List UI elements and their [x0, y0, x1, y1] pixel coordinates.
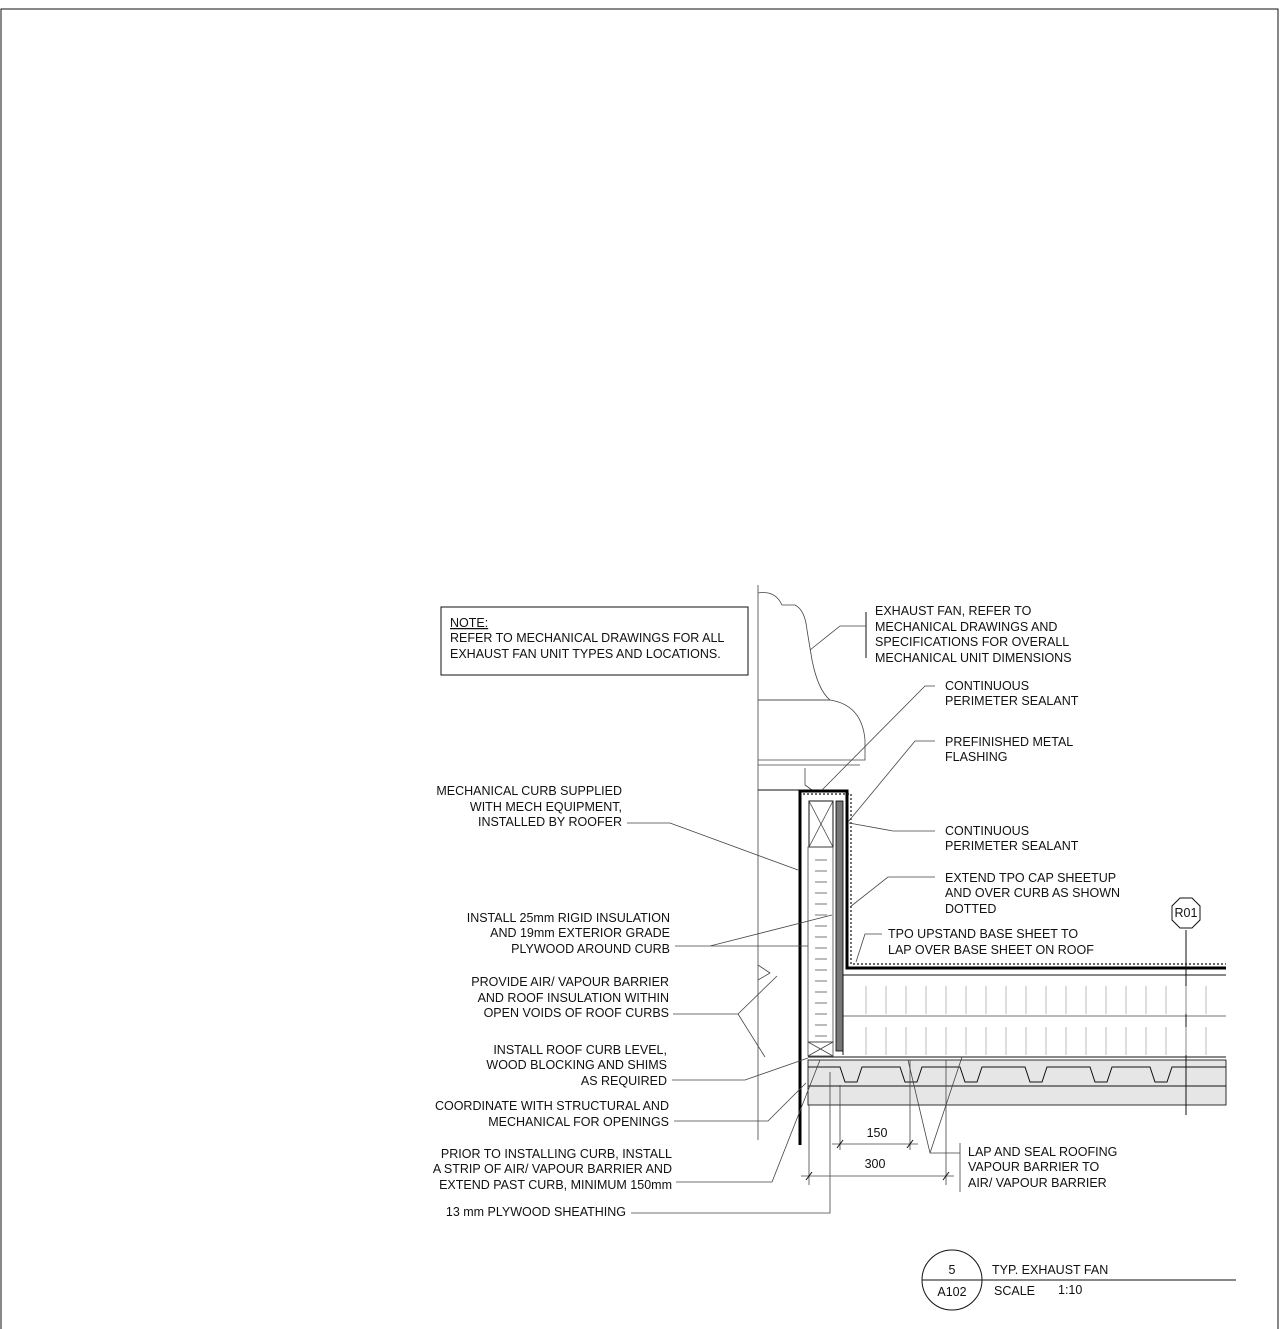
label-tpo-cap: DOTTED [945, 902, 997, 916]
label-insulation: INSTALL 25mm RIGID INSULATION [466, 911, 670, 925]
label-insulation: PLYWOOD AROUND CURB [511, 942, 670, 956]
label-strip: PRIOR TO INSTALLING CURB, INSTALL [440, 1147, 672, 1161]
roof-type-tag [1172, 898, 1200, 928]
label-insulation: AND 19mm EXTERIOR GRADE [490, 926, 670, 940]
label-exhaust-fan: SPECIFICATIONS FOR OVERALL [875, 635, 1070, 649]
label-curb: WITH MECH EQUIPMENT, [469, 800, 622, 814]
label-curb: MECHANICAL CURB SUPPLIED [436, 784, 622, 798]
label-lap-seal: LAP AND SEAL ROOFING [968, 1145, 1118, 1159]
note-line: REFER TO MECHANICAL DRAWINGS FOR ALL [450, 631, 725, 645]
label-lap-seal: VAPOUR BARRIER TO [968, 1160, 1100, 1174]
dimension-150: 150 [866, 1126, 888, 1140]
label-air-barrier: AND ROOF INSULATION WITHIN [477, 991, 669, 1005]
note-line: EXHAUST FAN UNIT TYPES AND LOCATIONS. [450, 647, 721, 661]
label-tpo-base: TPO UPSTAND BASE SHEET TO [888, 927, 1079, 941]
label-exhaust-fan: MECHANICAL UNIT DIMENSIONS [875, 651, 1072, 665]
scale-value: 1:10 [1058, 1283, 1083, 1297]
detail-number: 5 [948, 1263, 956, 1277]
detail-title: TYP. EXHAUST FAN [992, 1263, 1109, 1277]
label-tpo-cap: EXTEND TPO CAP SHEETUP [945, 871, 1117, 885]
scale-label: SCALE [994, 1284, 1035, 1298]
label-sealant-side: CONTINUOUS [945, 824, 1030, 838]
label-level: AS REQUIRED [580, 1074, 667, 1088]
label-air-barrier: OPEN VOIDS OF ROOF CURBS [483, 1006, 669, 1020]
label-coordinate: COORDINATE WITH STRUCTURAL AND [434, 1099, 669, 1113]
label-strip: EXTEND PAST CURB, MINIMUM 150mm [439, 1178, 672, 1192]
label-level: INSTALL ROOF CURB LEVEL, [493, 1043, 667, 1057]
label-strip: A STRIP OF AIR/ VAPOUR BARRIER AND [432, 1162, 672, 1176]
label-sealant-top: PERIMETER SEALANT [945, 694, 1079, 708]
label-sealant-top: CONTINUOUS [945, 679, 1030, 693]
sheet-number: A102 [937, 1285, 967, 1299]
labels-left [433, 784, 832, 1219]
label-plywood: 13 mm PLYWOOD SHEATHING [445, 1205, 626, 1219]
detail-title-block [922, 1250, 1236, 1310]
label-coordinate: MECHANICAL FOR OPENINGS [488, 1115, 669, 1129]
label-sealant-side: PERIMETER SEALANT [945, 839, 1079, 853]
label-tpo-base: LAP OVER BASE SHEET ON ROOF [888, 943, 1094, 957]
label-tpo-cap: AND OVER CURB AS SHOWN [945, 886, 1121, 900]
note-box [441, 607, 748, 675]
label-curb: INSTALLED BY ROOFER [477, 815, 622, 829]
dimension-300: 300 [864, 1157, 886, 1171]
note-title: NOTE: [450, 616, 489, 630]
label-exhaust-fan: EXHAUST FAN, REFER TO [875, 604, 1032, 618]
label-lap-seal: AIR/ VAPOUR BARRIER [968, 1176, 1107, 1190]
roof-assembly [808, 930, 1226, 1115]
label-exhaust-fan: MECHANICAL DRAWINGS AND [875, 620, 1058, 634]
sheet-border [1, 9, 1278, 1329]
label-air-barrier: PROVIDE AIR/ VAPOUR BARRIER [471, 975, 669, 989]
label-level: WOOD BLOCKING AND SHIMS [486, 1058, 667, 1072]
label-flashing: PREFINISHED METAL [945, 735, 1074, 749]
roof-tag-label: R01 [1174, 906, 1198, 920]
label-flashing: FLASHING [945, 750, 1008, 764]
